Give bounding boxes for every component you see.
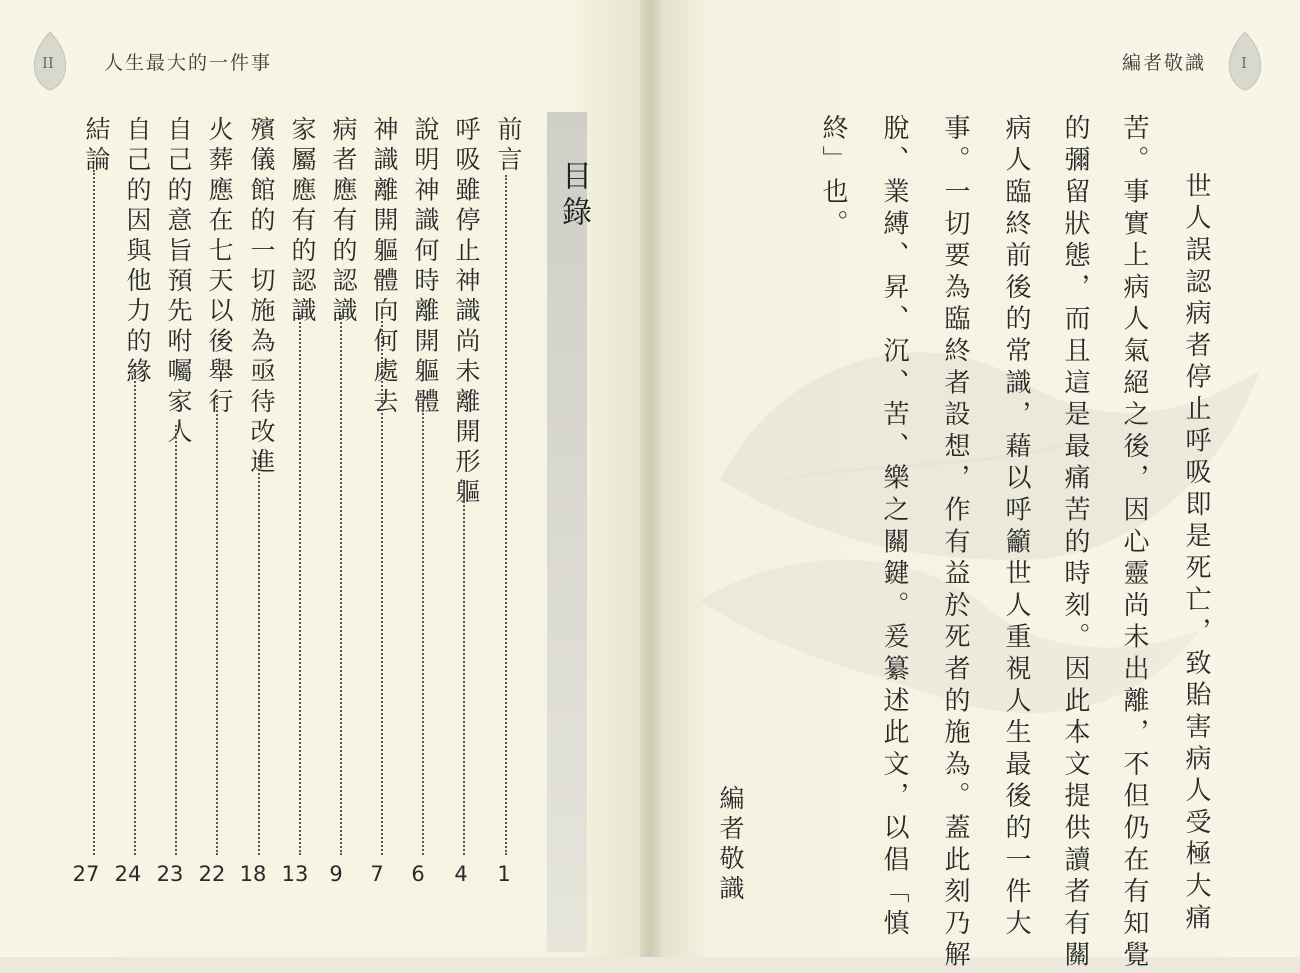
toc-leader <box>134 365 136 855</box>
toc-leader <box>422 400 424 855</box>
toc-leader <box>463 480 465 855</box>
body-text-column: 苦。事實上病人氣絕之後，因心靈尚未出離，不但仍在有知覺 <box>1119 114 1149 973</box>
signature: 編者敬識 <box>716 785 745 905</box>
toc-entry[interactable]: 說明神識何時離開軀體 <box>411 116 440 418</box>
toc-leader <box>299 315 301 855</box>
toc-entry[interactable]: 家屬應有的認識 <box>288 116 317 328</box>
toc-entry[interactable]: 自己的因與他力的緣 <box>123 116 152 388</box>
toc-page-number: 18 <box>239 862 267 886</box>
toc-leader <box>381 310 383 855</box>
toc-leader <box>258 458 260 855</box>
toc-page-number: 7 <box>370 862 384 886</box>
body-text-column: 事。一切要為臨終者設想，作有益於死者的施為。蓋此刻乃解 <box>940 114 970 973</box>
book-gutter <box>640 0 660 957</box>
toc-page-number: 1 <box>497 862 511 886</box>
running-head: 編者敬識 <box>1122 52 1207 74</box>
toc-entry[interactable]: 呼吸雖停止神識尚未離開形軀 <box>452 116 481 509</box>
toc-entry[interactable]: 神識離開軀體向何處去 <box>370 116 399 418</box>
body-text-column: 的彌留狀態，而且這是最痛苦的時刻。因此本文提供讀者有關 <box>1060 114 1090 973</box>
toc-page-number: 6 <box>411 862 425 886</box>
toc-page-number: 4 <box>454 862 468 886</box>
running-head: 人生最大的一件事 <box>104 52 273 74</box>
toc-leader <box>175 425 177 855</box>
toc-title-band <box>547 112 587 952</box>
body-text-column: 世人誤認病者停止呼吸即是死亡，致貽害病人受極大痛 <box>1181 172 1211 936</box>
toc-leader <box>93 170 95 855</box>
toc-entry[interactable]: 病者應有的認識 <box>329 116 358 328</box>
toc-page-number: 13 <box>281 862 309 886</box>
toc-page-number: 23 <box>156 862 184 886</box>
toc-entry[interactable]: 前言 <box>494 116 523 177</box>
folio-number: II <box>42 54 54 72</box>
toc-page-number: 24 <box>114 862 142 886</box>
left-page <box>0 0 640 957</box>
toc-leader <box>216 395 218 855</box>
body-text-column: 病人臨終前後的常識，藉以呼籲世人重視人生最後的一件大 <box>1001 114 1031 941</box>
toc-leader <box>505 175 507 855</box>
toc-page-number: 27 <box>72 862 100 886</box>
toc-page-number: 9 <box>329 862 343 886</box>
toc-entry[interactable]: 自己的意旨預先咐囑家人 <box>164 116 193 449</box>
toc-leader <box>340 315 342 855</box>
body-text-column: 脫、業縛、昇、沉、苦、樂之關鍵。爰纂述此文，以倡「慎 <box>879 114 909 941</box>
toc-entry[interactable]: 結論 <box>82 116 111 177</box>
toc-title: 目錄 <box>556 160 591 232</box>
folio-number: I <box>1241 54 1247 72</box>
toc-page-number: 22 <box>198 862 226 886</box>
toc-entry[interactable]: 火葬應在七天以後舉行 <box>205 116 234 418</box>
toc-entry[interactable]: 殯儀館的一切施為亟待改進 <box>247 116 276 479</box>
body-text-column: 終」也。 <box>818 114 848 242</box>
